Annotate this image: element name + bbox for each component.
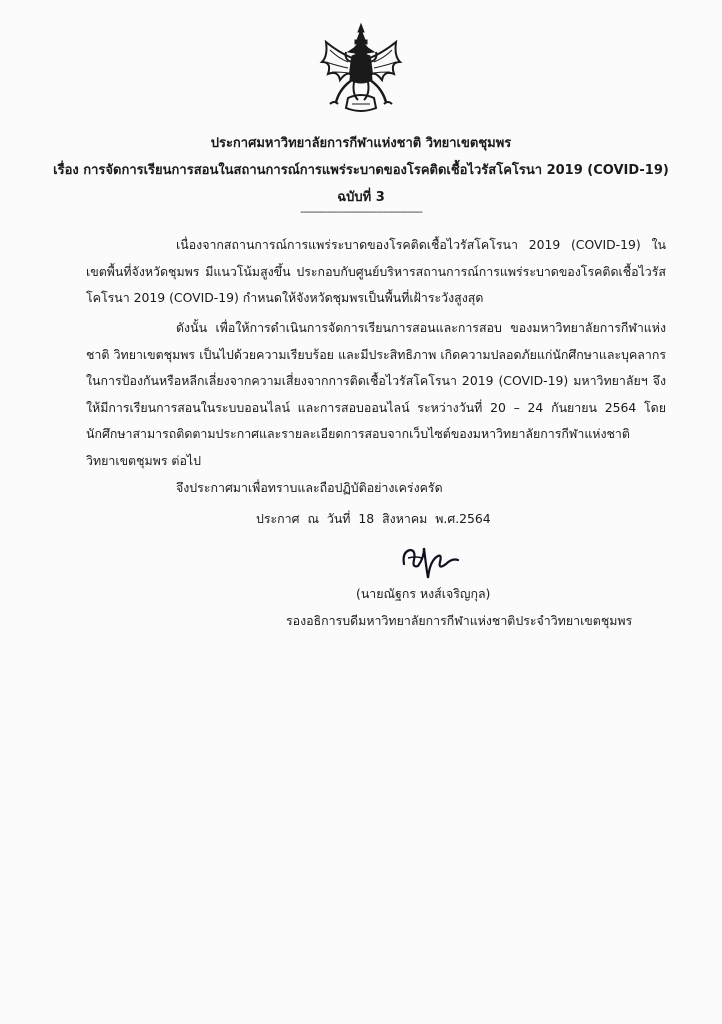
announcement-edition: ฉบับที่ 3 xyxy=(337,190,385,205)
paragraph-background xyxy=(86,232,666,312)
signer-position: รองอธิการบดีมหาวิทยาลัยการกีฬาแห่งชาติประจำวิทยาเขตชุมพร xyxy=(286,613,633,628)
announcement-date: ประกาศ ณ วันที่ 18 สิงหาคม พ.ศ.2564 xyxy=(256,511,491,526)
closing-statement: จึงประกาศมาเพื่อทราบและถือปฏิบัติอย่างเคร่งครัด xyxy=(176,480,443,495)
announcement-title: ประกาศมหาวิทยาลัยการกีฬาแห่งชาติ วิทยาเขตชุมพร xyxy=(210,136,512,151)
announcement-subject: เรื่อง การจัดการเรียนการสอนในสถานการณ์การแพร่ระบาดของโรคติดเชื้อไวรัสโคโรนา 2019 (COVID-19) xyxy=(53,163,669,178)
paragraph-measures-text: ดังนั้น เพื่อให้การดำเนินการจัดการเรียนการสอนและการสอบ ของมหาวิทยาลัยการกีฬาแห่งชาติ วิทยาเขตชุมพร เป็นไปด้วยความเรียบร้อย และมีประสิทธิภาพ เกิดความปลอดภัยแก่นักศึกษาและบุคลากร ในการป้องกันหรือหลีกเลี่ยงจากความเสี่ยงจากการติดเชื้อไวรัสโคโรนา 2019 (COVID-19) มหาวิทยาลัยฯ จึงให้มีการเรียนการสอนในระบบออนไลน์ และการสอบออนไลน์ ระหว่างวันที่ 20 – 24 กันยายน 2564 โดยนักศึกษาสามารถติดตามประกาศและรายละเอียดการสอบจากเว็บไซต์ของมหาวิทยาลัยการกีฬาแห่งชาติ วิทยาเขตชุมพร ต่อไป xyxy=(86,320,666,468)
paragraph-measures xyxy=(86,315,666,474)
signer-name: (นายณัฐกร หงส์เจริญกุล) xyxy=(356,586,491,601)
garuda-emblem-icon xyxy=(318,22,404,114)
header-divider: ----------------------------------------- xyxy=(300,205,422,218)
paragraph-background-text: เนื่องจากสถานการณ์การแพร่ระบาดของโรคติดเชื้อไวรัสโคโรนา 2019 (COVID-19) ในเขตพื้นที่จังหวัดชุมพร มีแนวโน้มสูงขึ้น ประกอบกับศูนย์บริหารสถานการณ์การแพร่ระบาดของโรคติดเชื้อไวรัสโคโรนา 2019 (COVID-19) กำหนดให้จังหวัดชุมพรเป็นพื้นที่เฝ้าระวังสูงสุด xyxy=(86,237,666,305)
handwritten-signature xyxy=(398,538,462,584)
